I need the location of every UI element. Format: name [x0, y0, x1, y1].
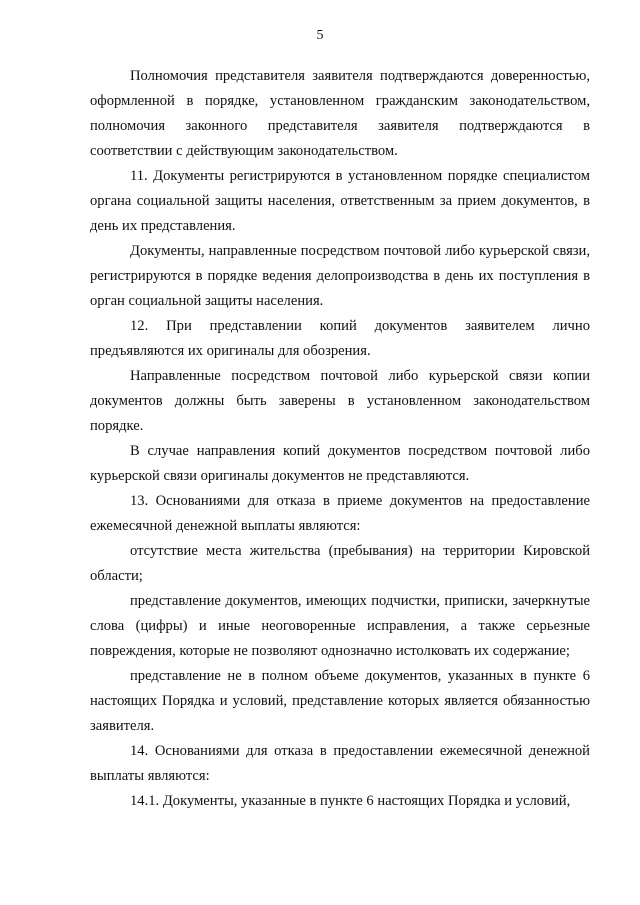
- paragraph-14-refusal-payment: 14. Основаниями для отказа в предоставлении ежемесячной денежной выплаты являются:: [90, 743, 590, 784]
- paragraph-originals-not-submitted: В случае направления копий документов посредством почтовой либо курьерской связи оригиналы документов не представляются.: [90, 443, 590, 484]
- document-body: [90, 64, 590, 814]
- paragraph-incomplete-documents: представление не в полном объеме документов, указанных в пункте 6 настоящих Порядка и условий, представление которых является обязанностью заявителя.: [90, 668, 590, 734]
- paragraph-12-originals: 12. При представлении копий документов заявителем лично предъявляются их оригиналы для обозрения.: [90, 318, 590, 359]
- paragraph-14-1: 14.1. Документы, указанные в пункте 6 настоящих Порядка и условий,: [130, 793, 571, 809]
- paragraph-corrected-documents: представление документов, имеющих подчистки, приписки, зачеркнутые слова (цифры) и иные неоговоренные исправления, а также серьезные повреждения, которые не позволяют однозначно истолковать их содержание;: [90, 593, 590, 659]
- page-number: 5: [316, 28, 324, 43]
- paragraph-mail-registration: Документы, направленные посредством почтовой либо курьерской связи, регистрируются в порядке ведения делопроизводства в день их поступления в орган социальной защиты населения.: [90, 243, 590, 309]
- paragraph-13-refusal-grounds: 13. Основаниями для отказа в приеме документов на предоставление ежемесячной денежной выплаты являются:: [90, 493, 590, 534]
- paragraph-11-registration: 11. Документы регистрируются в установленном порядке специалистом органа социальной защиты населения, ответственным за прием документов, в день их представления.: [90, 168, 590, 234]
- paragraph-no-residence: отсутствие места жительства (пребывания) на территории Кировской области;: [90, 543, 590, 584]
- paragraph-certified-copies: Направленные посредством почтовой либо курьерской связи копии документов должны быть заверены в установленном законодательством порядке.: [90, 368, 590, 434]
- paragraph-representative-authority: Полномочия представителя заявителя подтверждаются доверенностью, оформленной в порядке, установленном гражданским законодательством, полномочия законного представителя заявителя подтверждаются в соответствии с действующим законодательством.: [90, 68, 590, 159]
